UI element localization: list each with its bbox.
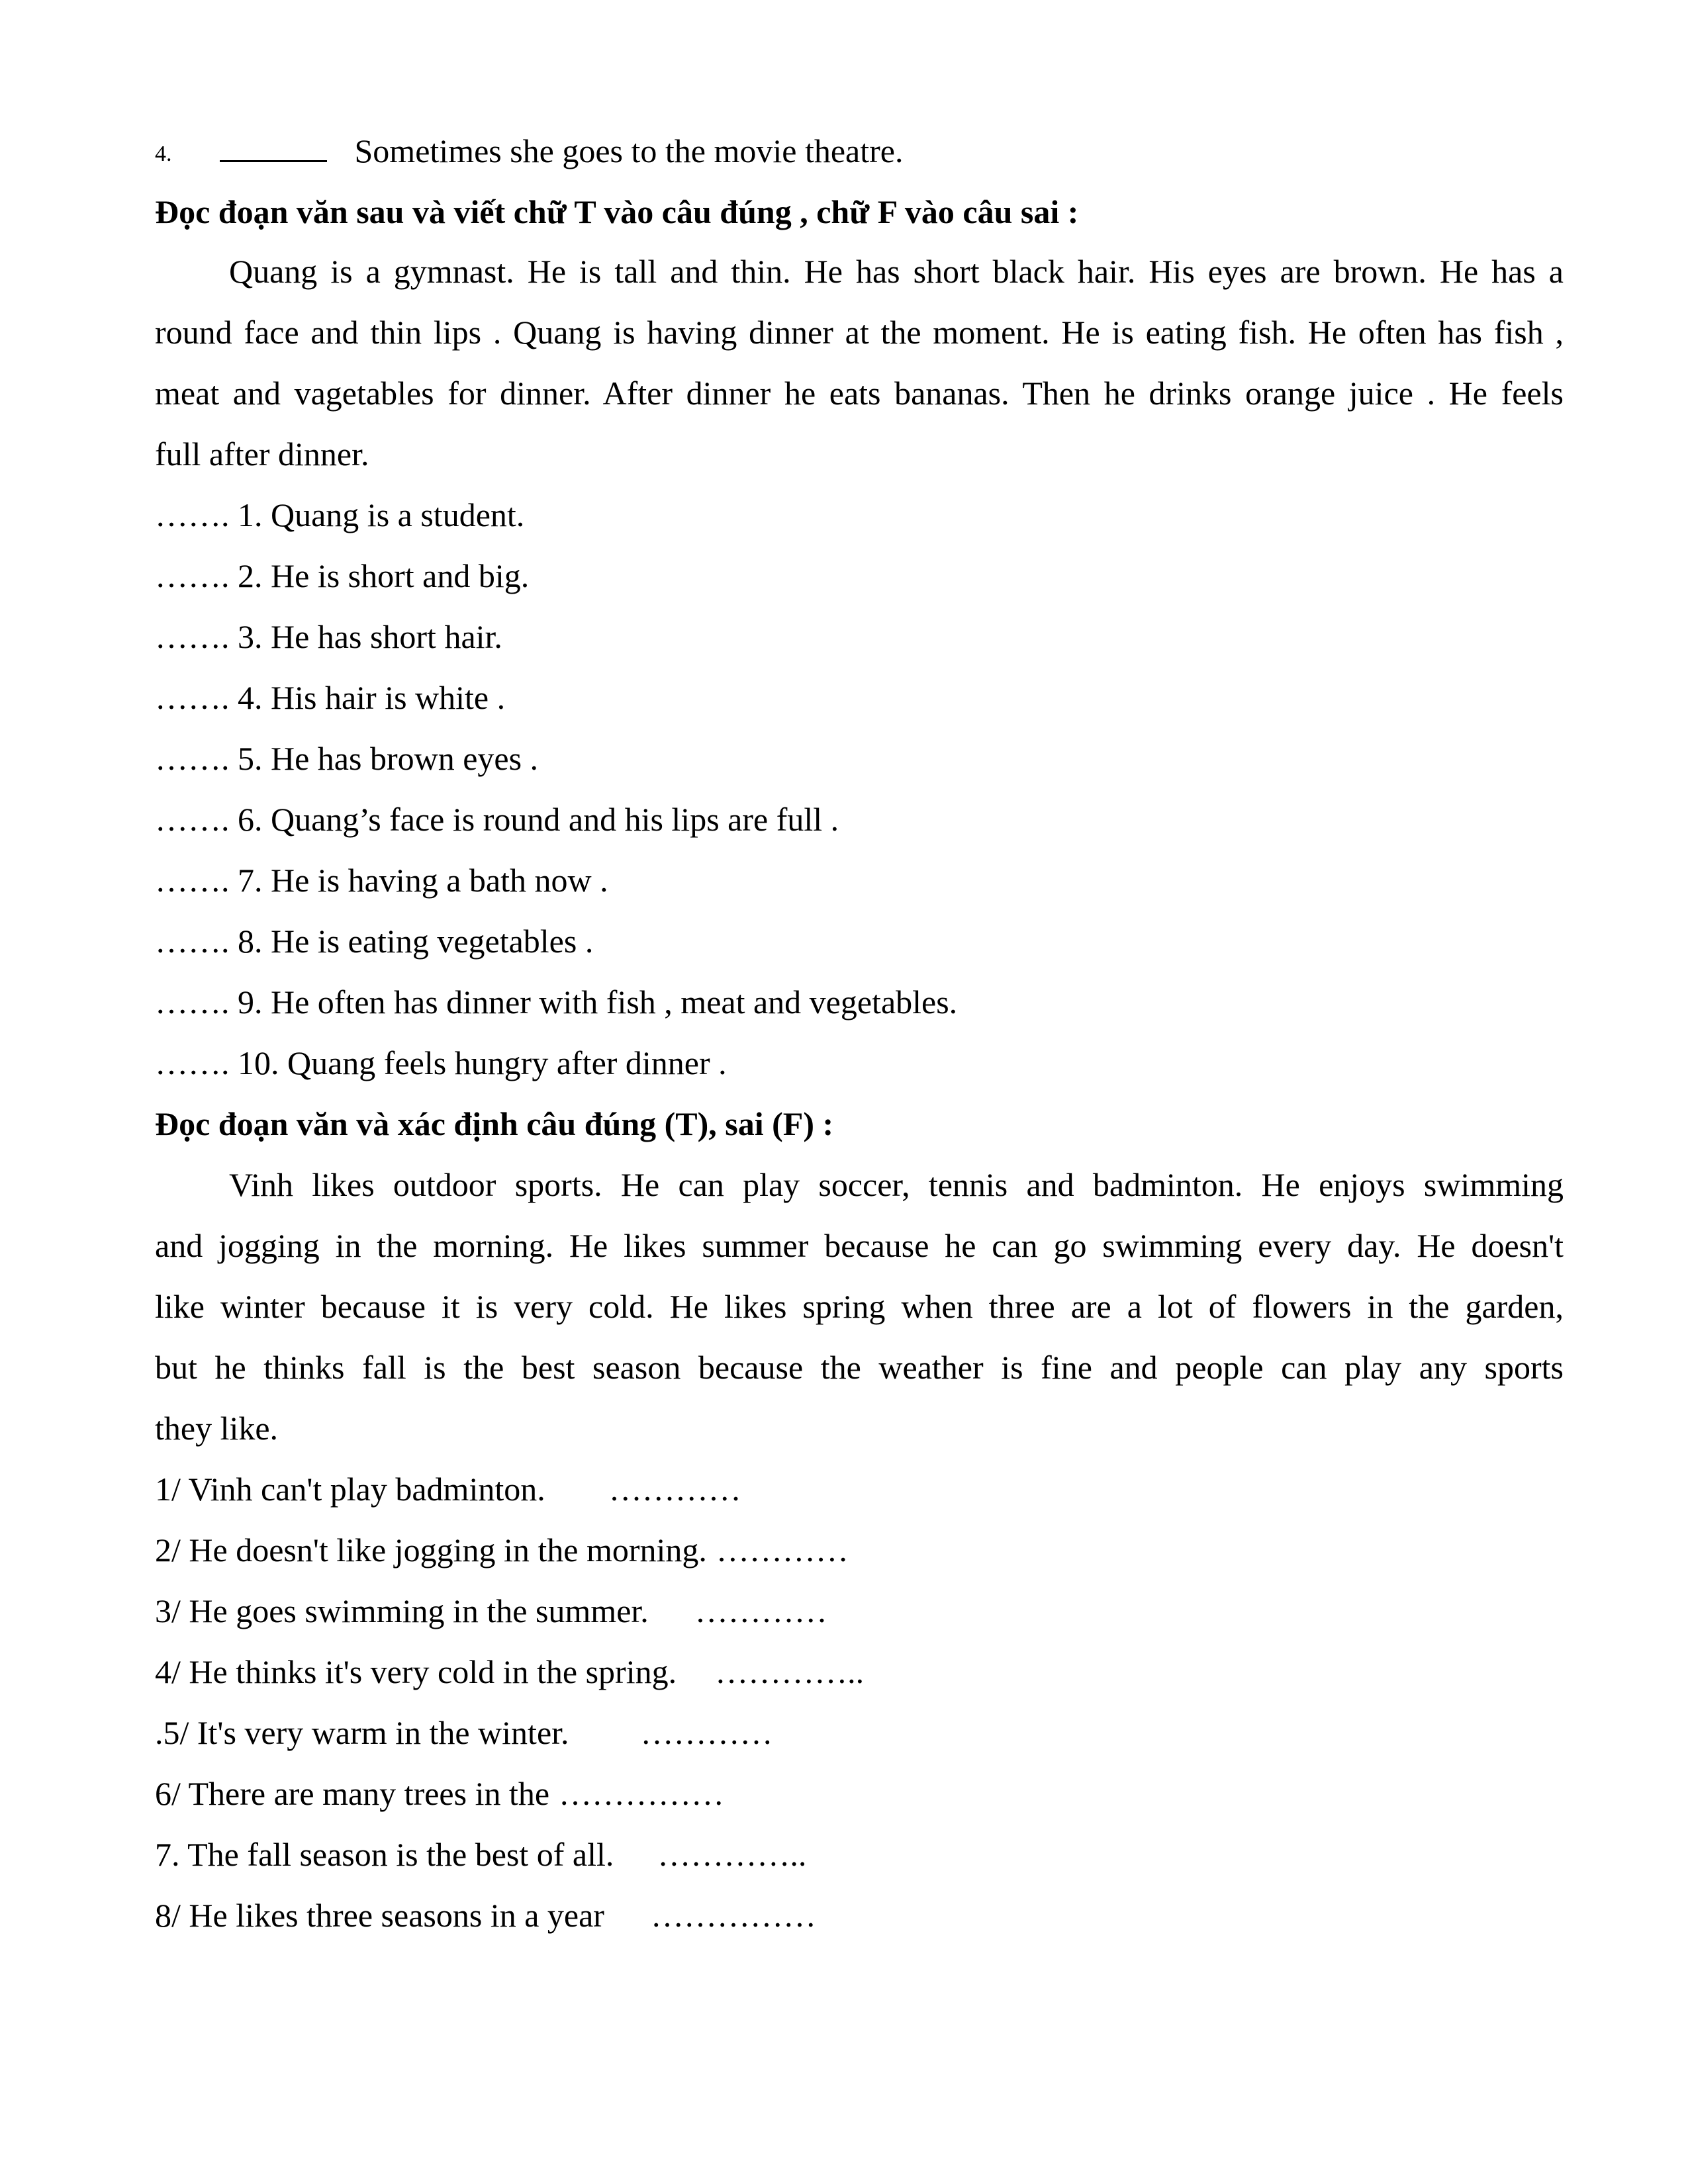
statement-text: 2/ He doesn't like jogging in the morning. bbox=[155, 1531, 707, 1569]
answer-dots: ………… bbox=[716, 1531, 849, 1569]
section-2-statement bbox=[155, 1774, 724, 1813]
section-1-statement: ……. 8. He is eating vegetables . bbox=[155, 923, 594, 960]
statement-text: 3/ He goes swimming in the summer. bbox=[155, 1592, 649, 1629]
section-2-passage-line: they like. bbox=[155, 1410, 279, 1447]
statement-text: 4/ He thinks it's very cold in the spring. bbox=[155, 1653, 677, 1690]
section-2-statement bbox=[155, 1591, 827, 1631]
section-2-statement bbox=[155, 1835, 806, 1874]
section-1-heading: Đọc đoạn văn sau và viết chữ T vào câu đúng , chữ F vào câu sai : bbox=[155, 193, 1079, 230]
section-2-statement bbox=[155, 1530, 849, 1570]
section-1-statement: ……. 6. Quang’s face is round and his lips are full . bbox=[155, 801, 839, 838]
section-2-statement bbox=[155, 1713, 773, 1752]
section-1-statement: ……. 10. Quang feels hungry after dinner . bbox=[155, 1044, 727, 1081]
section-1-statement: ……. 2. He is short and big. bbox=[155, 557, 530, 594]
section-2-statement bbox=[155, 1652, 864, 1692]
section-2-statement bbox=[155, 1895, 816, 1935]
section-1-statement: ……. 5. He has brown eyes . bbox=[155, 740, 539, 777]
answer-dots: ………….. bbox=[657, 1836, 807, 1873]
section-1-passage-line: round face and thin lips . Quang is having dinner at the moment. He is eating fish. He often has fish , bbox=[155, 314, 1564, 351]
section-1-statement: ……. 3. He has short hair. bbox=[155, 618, 502, 655]
section-2-passage-line: like winter because it is very cold. He likes spring when three are a lot of flowers in the garden, bbox=[155, 1288, 1564, 1325]
section-1-statement: ……. 9. He often has dinner with fish , meat and vegetables. bbox=[155, 983, 958, 1021]
answer-dots: ………… bbox=[694, 1592, 827, 1629]
section-2-statement bbox=[155, 1469, 741, 1509]
answer-dots: ………….. bbox=[715, 1653, 865, 1690]
answer-dots: …………… bbox=[559, 1775, 725, 1812]
answer-dots: ………… bbox=[640, 1714, 773, 1751]
statement-text: .5/ It's very warm in the winter. bbox=[155, 1714, 569, 1751]
section-1-statement: ……. 7. He is having a bath now . bbox=[155, 862, 608, 899]
statement-text: 6/ There are many trees in the bbox=[155, 1775, 550, 1812]
section-1-statement: ……. 4. His hair is white . bbox=[155, 679, 506, 716]
answer-blank bbox=[220, 131, 327, 162]
section-2-passage-line: and jogging in the morning. He likes summer because he can go swimming every day. He doesn't bbox=[155, 1227, 1564, 1264]
answer-dots: ………… bbox=[608, 1471, 741, 1508]
section-1-passage-line: Quang is a gymnast. He is tall and thin. He has short black hair. His eyes are brown. He has a bbox=[229, 253, 1564, 290]
statement-text: 1/ Vinh can't play badminton. bbox=[155, 1471, 545, 1508]
section-2-passage-line: but he thinks fall is the best season because the weather is fine and people can play any sports bbox=[155, 1349, 1564, 1386]
answer-dots: …………… bbox=[650, 1897, 816, 1934]
statement-text: 8/ He likes three seasons in a year bbox=[155, 1897, 604, 1934]
section-1-passage-line: meat and vagetables for dinner. After dinner he eats bananas. Then he drinks orange juice . He feels bbox=[155, 375, 1564, 412]
item-4-text: Sometimes she goes to the movie theatre. bbox=[354, 132, 904, 169]
section-1-statement: ……. 1. Quang is a student. bbox=[155, 496, 525, 533]
section-2-heading: Đọc đoạn văn và xác định câu đúng (T), sai (F) : bbox=[155, 1105, 834, 1142]
section-2-passage-line: Vinh likes outdoor sports. He can play soccer, tennis and badminton. He enjoys swimming bbox=[229, 1166, 1564, 1203]
item-4-number: 4. bbox=[155, 142, 172, 166]
statement-text: 7. The fall season is the best of all. bbox=[155, 1836, 614, 1873]
section-1-passage-line: full after dinner. bbox=[155, 435, 369, 473]
item-4 bbox=[155, 131, 903, 174]
